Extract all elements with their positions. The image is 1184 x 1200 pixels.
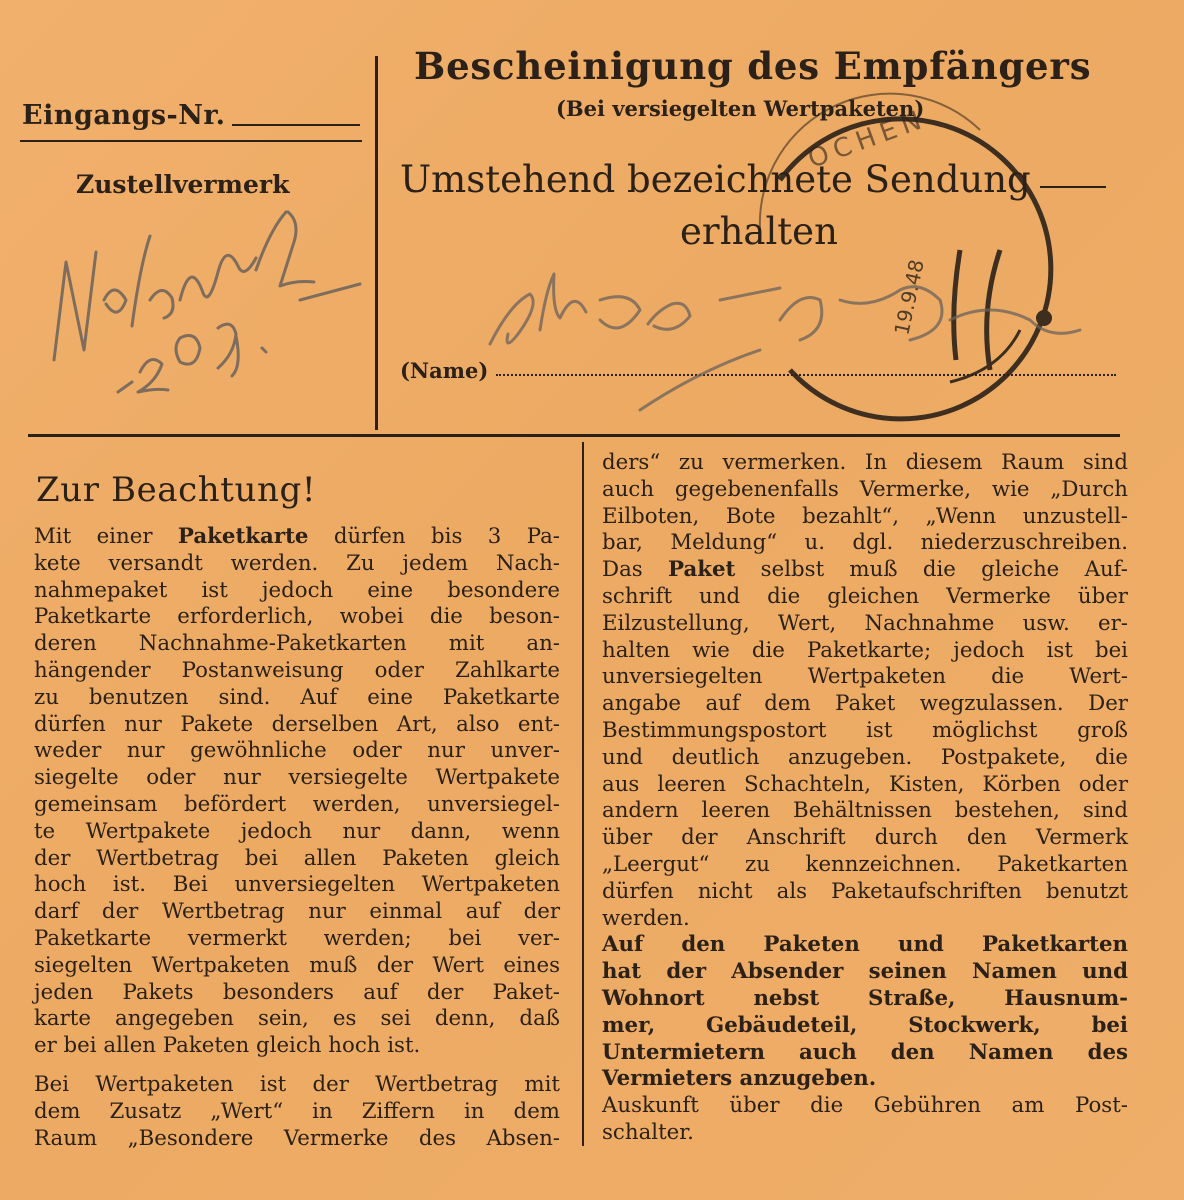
text-line: jeden Pakets besonders auf der Paket- bbox=[34, 979, 560, 1005]
text-line: gemeinsam befördert werden, unversiegel- bbox=[34, 791, 560, 817]
postmark-stamp-town: OCHEN bbox=[804, 103, 931, 175]
text-line: der Wertbetrag bei allen Paketen gleich bbox=[34, 845, 560, 871]
text-line: „Leergut“ zu kennzeichnen. Paketkarten bbox=[602, 851, 1128, 877]
text-line: mer, Gebäudeteil, Stockwerk, bei bbox=[602, 1012, 1128, 1038]
text-line: dürfen nicht als Paketaufschriften benutzt bbox=[602, 878, 1128, 904]
text-line: über der Anschrift durch den Vermerk bbox=[602, 825, 1128, 851]
text-line: kete versandt werden. Zu jedem Nach- bbox=[34, 550, 560, 576]
text-line: andern leeren Behältnissen bestehen, sind bbox=[602, 798, 1128, 824]
text-line: werden. bbox=[602, 905, 690, 931]
text-line: Auskunft über die Gebühren am Post- bbox=[602, 1093, 1128, 1119]
text-line: zu benutzen sind. Auf eine Paketkarte bbox=[34, 684, 560, 710]
text-line: dürfen nur Pakete derselben Art, also ent- bbox=[34, 711, 560, 737]
text-line: Bestimmungspostort ist möglichst groß bbox=[602, 717, 1128, 743]
postmark-stamp bbox=[760, 94, 1051, 419]
handwritten-delivery-note bbox=[54, 212, 360, 392]
text-line: schrift und die gleichen Vermerke über bbox=[602, 583, 1128, 609]
text-line: Vermieters anzugeben. bbox=[602, 1066, 877, 1092]
text-line: Untermietern auch den Namen des bbox=[602, 1039, 1128, 1065]
name-label: (Name) bbox=[400, 358, 489, 383]
text-line: weder nur gewöhnliche oder nur unver- bbox=[34, 738, 560, 764]
postmark-stamp-date: 19.9.48 bbox=[889, 257, 929, 338]
text-line: Das Paket selbst muß die gleiche Auf- bbox=[602, 557, 1128, 583]
eingang-label: Eingangs-Nr. bbox=[22, 100, 226, 131]
text-line: deren Nachnahme-Paketkarten mit an- bbox=[34, 631, 560, 657]
text-line: bar, Meldung“ u. dgl. niederzuschreiben. bbox=[602, 530, 1128, 556]
text-line: te Wertpakete jedoch nur dann, wenn bbox=[34, 818, 560, 844]
text-line: Paketkarte vermerkt werden; bei ver- bbox=[34, 925, 560, 951]
certificate-title: Bescheinigung des Empfängers bbox=[414, 44, 1092, 88]
text-line: hat der Absender seinen Namen und bbox=[602, 959, 1128, 985]
text-line: Wohnort nebst Straße, Hausnum- bbox=[602, 985, 1128, 1011]
text-line: siegelte oder nur versiegelte Wertpakete bbox=[34, 765, 560, 791]
receipt-line-2: erhalten bbox=[680, 210, 838, 253]
text-line: angabe auf dem Paket wegzulassen. Der bbox=[602, 691, 1128, 717]
text-line: aus leeren Schachteln, Kisten, Körben oder bbox=[602, 771, 1128, 797]
text-line: er bei allen Paketen gleich hoch ist. bbox=[34, 1033, 421, 1059]
receipt-line-1: Umstehend bezeichnete Sendung bbox=[400, 158, 1031, 201]
text-line: dem Zusatz „Wert“ in Ziffern in dem bbox=[34, 1098, 560, 1124]
text-line: siegelten Wertpaketen muß der Wert eines bbox=[34, 952, 560, 978]
text-line: nahmepaket ist jedoch eine besondere bbox=[34, 577, 560, 603]
text-line: unversiegelten Wertpaketen die Wert- bbox=[602, 664, 1128, 690]
text-line: Mit einer Paketkarte dürfen bis 3 Pa- bbox=[34, 524, 560, 549]
text-line: auch gegebenenfalls Vermerke, wie „Durch bbox=[602, 476, 1128, 502]
text-line: karte angegeben sein, es sei denn, daß bbox=[34, 1006, 560, 1032]
text-line: hoch ist. Bei unversiegelten Wertpaketen bbox=[34, 872, 560, 898]
text-line: ders“ zu vermerken. In diesem Raum sind bbox=[602, 450, 1128, 475]
text-line: Paketkarte erforderlich, wobei die beson- bbox=[34, 604, 560, 630]
text-line: hängender Postanweisung oder Zahlkarte bbox=[34, 657, 560, 683]
text-line: halten wie die Paketkarte; jedoch ist bei bbox=[602, 637, 1128, 663]
notice-heading: Zur Beachtung! bbox=[36, 470, 317, 510]
text-line: und deutlich anzugeben. Postpakete, die bbox=[602, 744, 1128, 770]
certificate-subtitle: (Bei versiegelten Wertpaketen) bbox=[556, 96, 925, 121]
text-line: Bei Wertpaketen ist der Wertbetrag mit bbox=[34, 1071, 560, 1097]
text-line: Auf den Paketen und Paketkarten bbox=[602, 932, 1128, 958]
text-line: Eilboten, Bote bezahlt“, „Wenn unzustell- bbox=[602, 503, 1128, 529]
text-line: Raum „Besondere Vermerke des Absen- bbox=[34, 1125, 560, 1151]
zustell-label: Zustellvermerk bbox=[76, 170, 290, 199]
text-line: schalter. bbox=[602, 1119, 694, 1145]
text-line: darf der Wertbetrag nur einmal auf der bbox=[34, 899, 560, 925]
text-line: Eilzustellung, Wert, Nachnahme usw. er- bbox=[602, 610, 1128, 636]
